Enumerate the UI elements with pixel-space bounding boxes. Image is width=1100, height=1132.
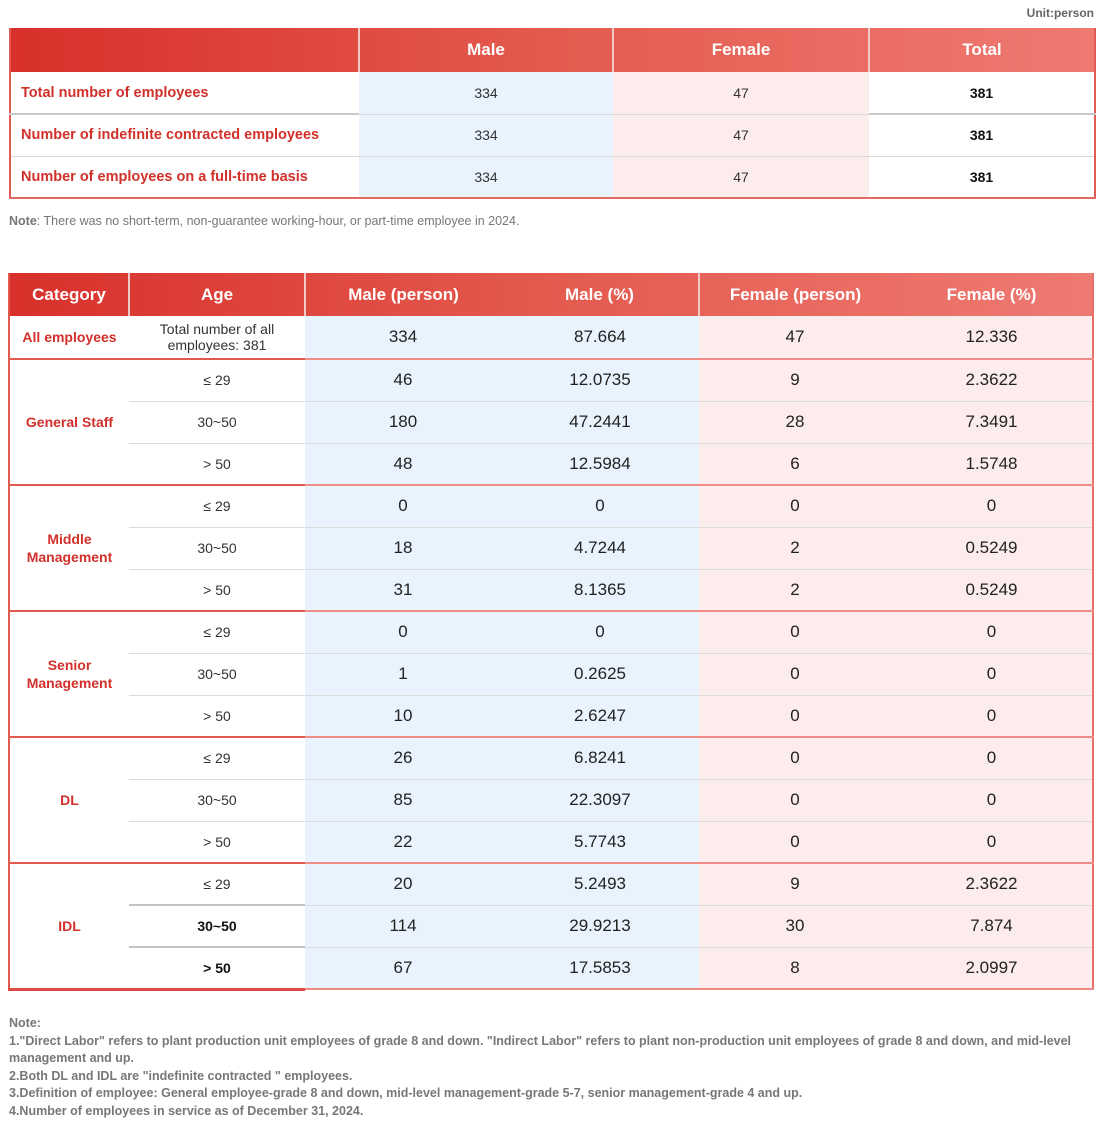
summary-header-row — [10, 28, 1095, 72]
table-row — [9, 401, 1093, 443]
female-person-cell: 0 — [699, 611, 891, 653]
male-pct-cell: 0 — [501, 611, 699, 653]
table-row — [9, 653, 1093, 695]
female-person-cell: 8 — [699, 947, 891, 989]
male-pct-cell: 12.0735 — [501, 359, 699, 401]
table-row — [9, 863, 1093, 905]
age-cell: 30~50 — [129, 401, 305, 443]
table-row — [9, 695, 1093, 737]
footnote-item: 4.Number of employees in service as of December 31, 2024. — [9, 1103, 364, 1118]
table-row — [9, 569, 1093, 611]
female-pct-cell: 0 — [891, 821, 1093, 863]
male-person-cell: 26 — [305, 737, 501, 779]
table-row — [9, 947, 1093, 989]
category-cell: IDL — [9, 863, 129, 989]
age-cell: > 50 — [129, 821, 305, 863]
male-person-cell: 10 — [305, 695, 501, 737]
male-person-cell: 48 — [305, 443, 501, 485]
header-age: Age — [129, 273, 305, 316]
female-pct-cell: 7.874 — [891, 905, 1093, 947]
female-person-cell: 28 — [699, 401, 891, 443]
male-pct-cell: 0 — [501, 485, 699, 527]
table-row — [10, 156, 1095, 198]
age-cell: Total number of all employees: 381 — [129, 316, 305, 359]
male-pct-cell: 22.3097 — [501, 779, 699, 821]
header-male-person: Male (person) — [305, 273, 501, 316]
male-pct-cell: 8.1365 — [501, 569, 699, 611]
age-cell: ≤ 29 — [129, 611, 305, 653]
female-pct-cell: 12.336 — [891, 316, 1093, 359]
table-row — [9, 527, 1093, 569]
male-pct-cell: 29.9213 — [501, 905, 699, 947]
age-cell: > 50 — [129, 569, 305, 611]
male-value: 334 — [359, 156, 613, 198]
age-cell: ≤ 29 — [129, 737, 305, 779]
male-person-cell: 85 — [305, 779, 501, 821]
male-value: 334 — [359, 114, 613, 156]
male-pct-cell: 6.8241 — [501, 737, 699, 779]
age-cell: 30~50 — [129, 653, 305, 695]
age-cell: > 50 — [129, 695, 305, 737]
note-prefix: Note — [9, 214, 37, 228]
female-pct-cell: 0.5249 — [891, 527, 1093, 569]
row-label: Total number of employees — [10, 72, 359, 114]
male-person-cell: 0 — [305, 485, 501, 527]
female-pct-cell: 0 — [891, 611, 1093, 653]
male-person-cell: 22 — [305, 821, 501, 863]
breakdown-header-row — [9, 273, 1093, 316]
table-row — [9, 359, 1093, 401]
female-value: 47 — [613, 72, 869, 114]
row-label: Number of indefinite contracted employees — [10, 114, 359, 156]
employee-age-breakdown-table — [8, 273, 1094, 991]
age-cell: 30~50 — [129, 779, 305, 821]
summary-header-female: Female — [613, 28, 869, 72]
female-pct-cell: 0 — [891, 653, 1093, 695]
female-person-cell: 0 — [699, 779, 891, 821]
female-pct-cell: 1.5748 — [891, 443, 1093, 485]
female-pct-cell: 0.5249 — [891, 569, 1093, 611]
male-pct-cell: 87.664 — [501, 316, 699, 359]
total-value: 381 — [869, 156, 1095, 198]
female-pct-cell: 2.3622 — [891, 359, 1093, 401]
male-person-cell: 0 — [305, 611, 501, 653]
female-person-cell: 6 — [699, 443, 891, 485]
table-row — [9, 779, 1093, 821]
male-person-cell: 334 — [305, 316, 501, 359]
table-row — [10, 72, 1095, 114]
female-person-cell: 0 — [699, 821, 891, 863]
age-cell: ≤ 29 — [129, 359, 305, 401]
male-pct-cell: 5.7743 — [501, 821, 699, 863]
male-pct-cell: 47.2441 — [501, 401, 699, 443]
female-person-cell: 2 — [699, 569, 891, 611]
female-pct-cell: 0 — [891, 737, 1093, 779]
male-person-cell: 114 — [305, 905, 501, 947]
male-person-cell: 20 — [305, 863, 501, 905]
header-male-pct: Male (%) — [565, 284, 634, 304]
footnote-item: 3.Definition of employee: General employee-grade 8 and down, mid-level management-grade 5-7, senior management-grade 4 and up. — [9, 1086, 803, 1100]
footnotes — [9, 1015, 1089, 1120]
table-row — [9, 905, 1093, 947]
category-cell: Senior Management — [9, 611, 129, 737]
female-pct-cell: 7.3491 — [891, 401, 1093, 443]
female-value: 47 — [613, 156, 869, 198]
category-cell: DL — [9, 737, 129, 863]
summary-header-male: Male — [359, 28, 613, 72]
header-female-pct: Female (%) — [946, 284, 1037, 304]
male-person-cell: 46 — [305, 359, 501, 401]
table-row — [9, 485, 1093, 527]
female-person-cell: 47 — [699, 316, 891, 359]
employee-summary-table — [9, 28, 1096, 199]
footnote-item: 2.Both DL and IDL are "indefinite contracted " employees. — [9, 1068, 353, 1083]
age-cell: 30~50 — [129, 527, 305, 569]
table-row — [9, 737, 1093, 779]
table-row-all-employees — [9, 316, 1093, 359]
female-person-cell: 0 — [699, 737, 891, 779]
male-person-cell: 180 — [305, 401, 501, 443]
note-text: : There was no short-term, non-guarantee working-hour, or part-time employee in 2024. — [36, 214, 520, 228]
category-cell: All employees — [9, 316, 129, 359]
row-label: Number of employees on a full-time basis — [10, 156, 359, 198]
male-person-cell: 18 — [305, 527, 501, 569]
category-cell: Middle Management — [9, 485, 129, 611]
male-pct-cell: 2.6247 — [501, 695, 699, 737]
header-category: Category — [32, 284, 106, 304]
male-pct-cell: 12.5984 — [501, 443, 699, 485]
age-cell: ≤ 29 — [129, 863, 305, 905]
female-person-cell: 2 — [699, 527, 891, 569]
male-value: 334 — [359, 72, 613, 114]
female-pct-cell: 2.3622 — [891, 863, 1093, 905]
age-cell: > 50 — [129, 947, 305, 989]
male-pct-cell: 4.7244 — [501, 527, 699, 569]
female-person-cell: 9 — [699, 863, 891, 905]
total-value: 381 — [869, 72, 1095, 114]
female-person-cell: 0 — [699, 653, 891, 695]
male-pct-cell: 17.5853 — [501, 947, 699, 989]
female-pct-cell: 0 — [891, 485, 1093, 527]
female-person-cell: 9 — [699, 359, 891, 401]
male-pct-cell: 0.2625 — [501, 653, 699, 695]
male-person-cell: 31 — [305, 569, 501, 611]
category-cell: General Staff — [9, 359, 129, 485]
male-person-cell: 1 — [305, 653, 501, 695]
summary-note — [9, 214, 519, 228]
table-row — [9, 611, 1093, 653]
female-pct-cell: 2.0997 — [891, 947, 1093, 989]
female-person-cell: 0 — [699, 695, 891, 737]
summary-header-total: Total — [869, 28, 1095, 72]
male-person-cell: 67 — [305, 947, 501, 989]
unit-label: Unit:person — [1026, 6, 1094, 20]
female-pct-cell: 0 — [891, 695, 1093, 737]
footnote-item: 1."Direct Labor" refers to plant production unit employees of grade 8 and down. "Indirect Labor" refers to plant non-production unit employees of grade 8 and down, and mid-level management and up. — [9, 1033, 1072, 1065]
age-cell: ≤ 29 — [129, 485, 305, 527]
header-female-person: Female (person) — [699, 273, 891, 316]
footnotes-title: Note: — [9, 1016, 41, 1030]
age-cell: 30~50 — [129, 905, 305, 947]
female-person-cell: 0 — [699, 485, 891, 527]
male-pct-cell: 5.2493 — [501, 863, 699, 905]
summary-header-label — [10, 28, 359, 72]
female-value: 47 — [613, 114, 869, 156]
table-row — [9, 821, 1093, 863]
table-row — [10, 114, 1095, 156]
age-cell: > 50 — [129, 443, 305, 485]
female-pct-cell: 0 — [891, 779, 1093, 821]
total-value: 381 — [869, 114, 1095, 156]
table-row — [9, 443, 1093, 485]
female-person-cell: 30 — [699, 905, 891, 947]
